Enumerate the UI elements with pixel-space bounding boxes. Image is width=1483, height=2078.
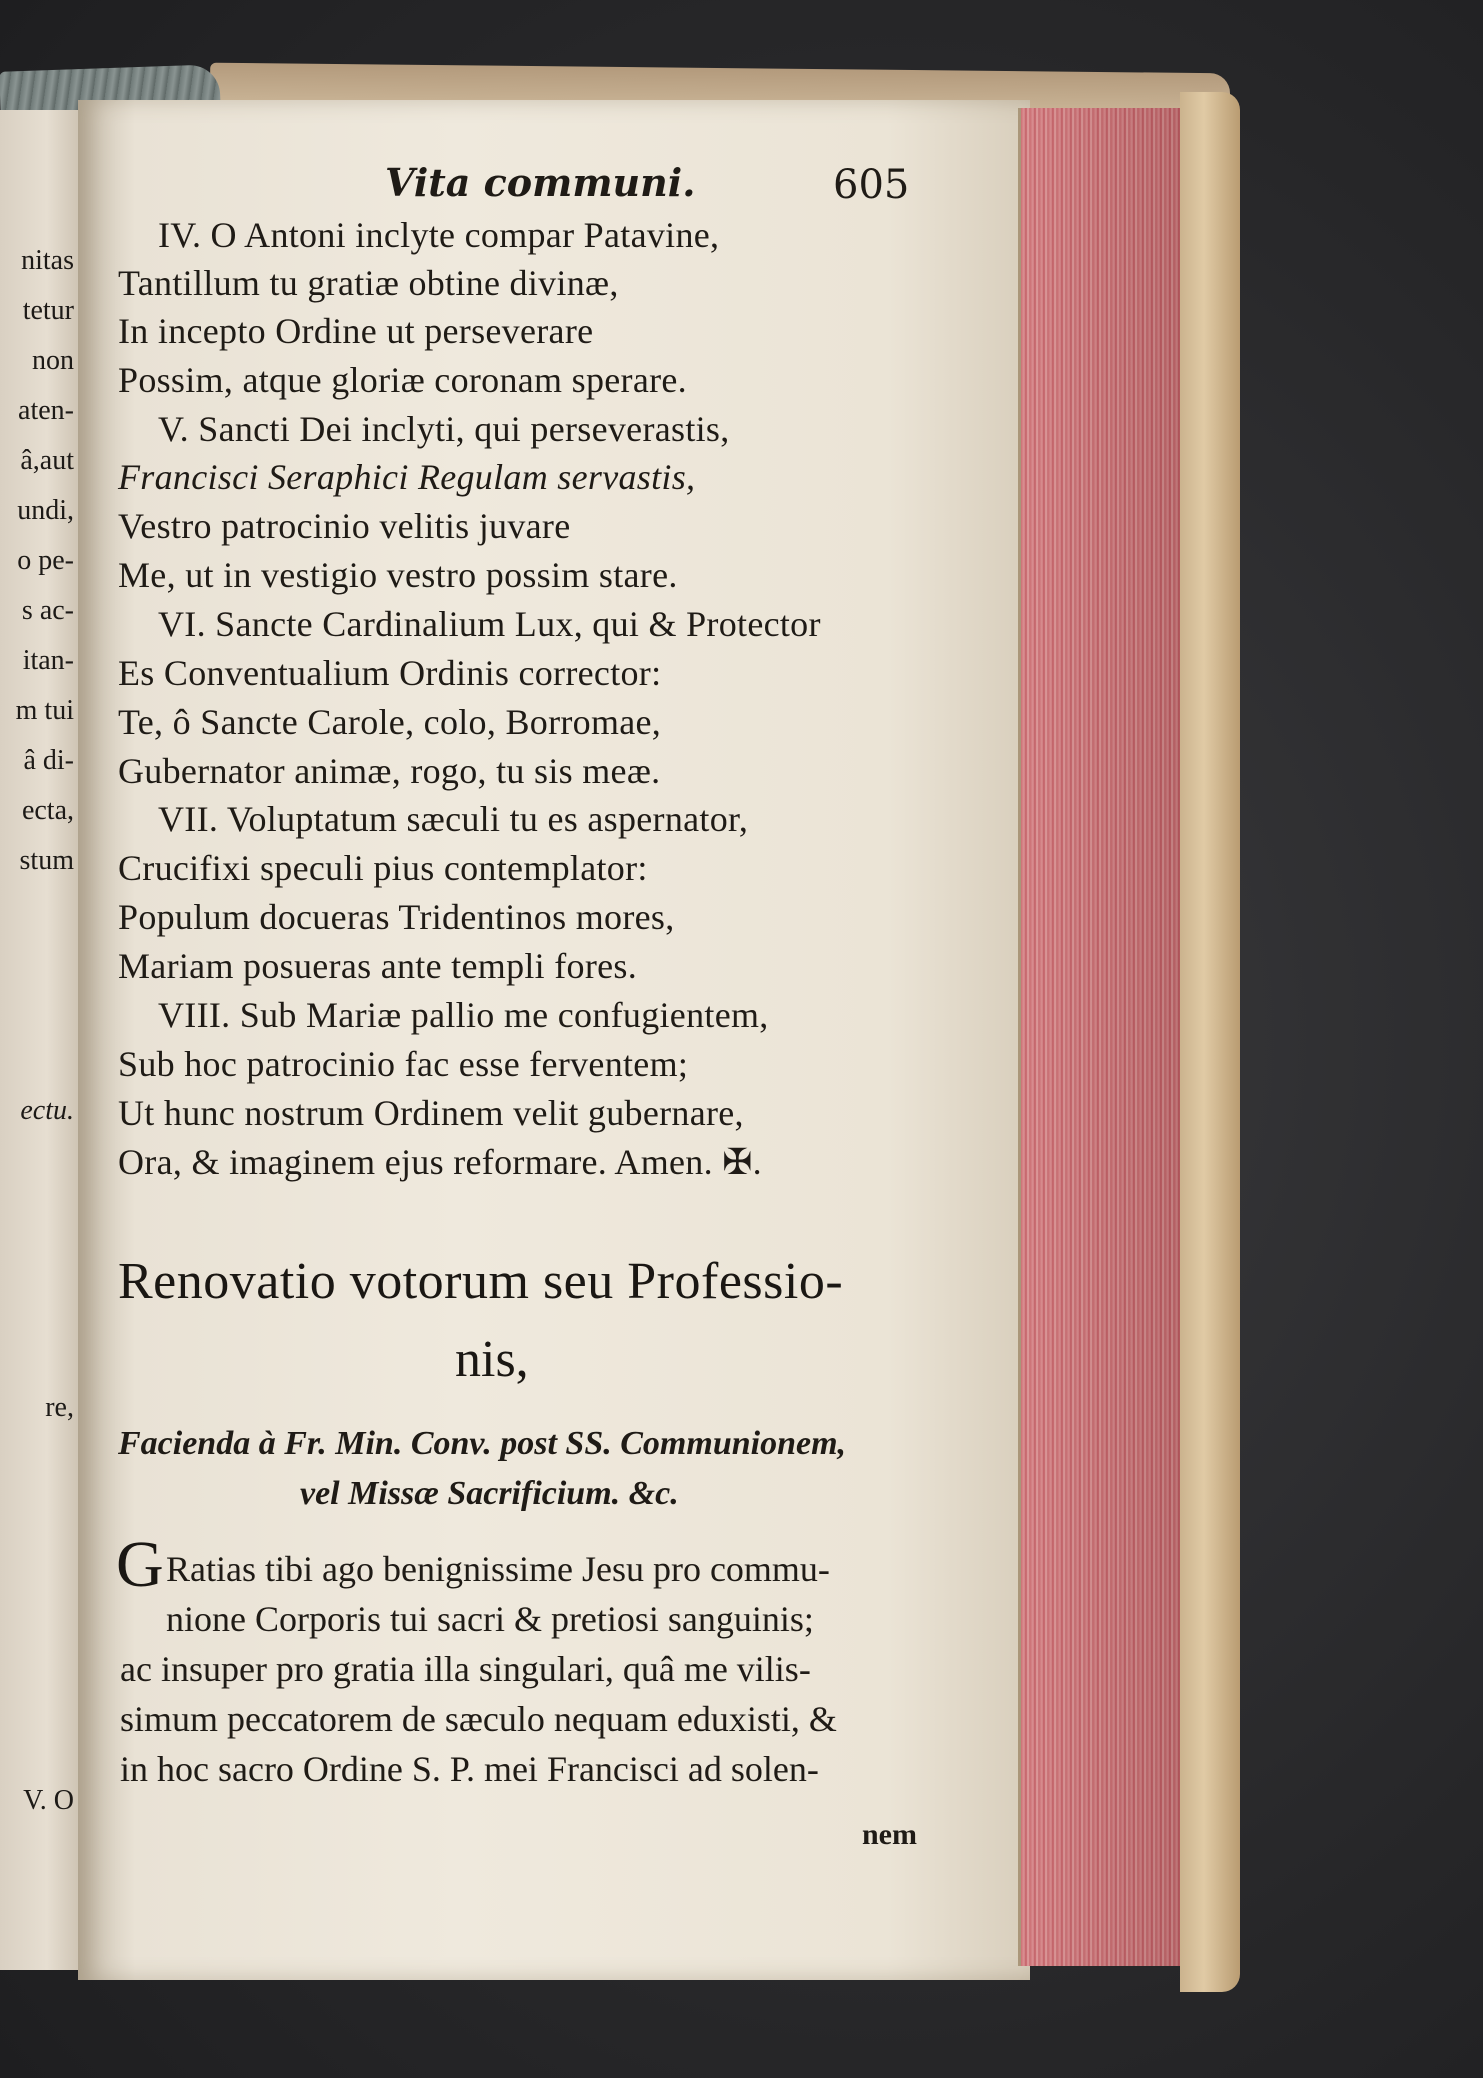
verse-line: VI. Sancte Cardinalium Lux, qui & Protector xyxy=(158,604,821,644)
left-page-fragment: s ac- xyxy=(21,595,74,626)
verse-line: Ora, & imaginem ejus reformare. Amen. ✠. xyxy=(118,1142,762,1182)
prose-line: simum peccatorem de sæculo nequam eduxisti, & xyxy=(120,1699,837,1739)
left-page-fragment: aten- xyxy=(18,395,74,426)
fore-edge-shading xyxy=(1018,108,1188,1966)
catchword: nem xyxy=(862,1818,917,1851)
verse-line: Te, ô Sancte Carole, colo, Borromae, xyxy=(118,702,662,742)
verse-line: Mariam posueras ante templi fores. xyxy=(118,946,638,986)
left-page-fragment: m tui xyxy=(15,695,74,726)
verse-line: Possim, atque gloriæ coronam sperare. xyxy=(118,360,687,400)
verse-line: Gubernator animæ, rogo, tu sis meæ. xyxy=(118,751,661,791)
initial-letter: G xyxy=(116,1528,164,1601)
verse-line: Populum docueras Tridentinos mores, xyxy=(118,897,675,937)
left-page-fragment: ectu. xyxy=(20,1095,74,1126)
running-head: Vita communi. xyxy=(385,160,696,205)
verse-line: Es Conventualium Ordinis corrector: xyxy=(118,653,662,693)
left-page-fragment: â di- xyxy=(23,745,74,776)
section-heading: Renovatio votorum seu Professio- xyxy=(118,1253,844,1310)
section-heading-continuation: nis, xyxy=(455,1331,529,1388)
cover-board xyxy=(1180,92,1240,1992)
verse-line: VIII. Sub Mariæ pallio me confugientem, xyxy=(158,995,769,1035)
verse-line: Tantillum tu gratiæ obtine divinæ, xyxy=(118,263,619,303)
verse-line: IV. O Antoni inclyte compar Patavine, xyxy=(158,215,720,255)
verse-line: V. Sancti Dei inclyti, qui perseverastis, xyxy=(158,409,730,449)
left-page-fragment: nitas xyxy=(21,245,74,276)
verse-line: Me, ut in vestigio vestro possim stare. xyxy=(118,555,678,595)
verse-line: Sub hoc patrocinio fac esse ferventem; xyxy=(118,1044,689,1084)
prose-line: nione Corporis tui sacri & pretiosi sanguinis; xyxy=(166,1599,814,1639)
left-page-fragment: itan- xyxy=(22,645,74,676)
left-page-fragment: undi, xyxy=(17,495,74,526)
verse-line: Vestro patrocinio velitis juvare xyxy=(118,506,571,546)
verse-line: VII. Voluptatum sæculi tu es aspernator, xyxy=(158,799,749,839)
left-page-fragment: ecta, xyxy=(21,795,74,826)
verse-line: Ut hunc nostrum Ordinem velit gubernare, xyxy=(118,1093,744,1133)
left-page-fragment: non xyxy=(32,345,74,376)
left-facing-page xyxy=(0,110,80,1970)
left-page-fragment: â,aut xyxy=(20,445,74,476)
prose-line: Ratias tibi ago benignissime Jesu pro commu- xyxy=(166,1549,830,1589)
verse-line: Crucifixi speculi pius contemplator: xyxy=(118,848,648,888)
left-page-fragment: tetur xyxy=(22,295,74,326)
left-page-fragment: stum xyxy=(19,845,74,876)
subheading: Facienda à Fr. Min. Conv. post SS. Communionem, xyxy=(118,1425,847,1462)
prose-line: in hoc sacro Ordine S. P. mei Francisci ad solen- xyxy=(120,1749,819,1789)
left-page-fragment: re, xyxy=(45,1392,74,1423)
left-page-fragment: V. O xyxy=(23,1785,74,1816)
left-page-fragment: o pe- xyxy=(17,545,74,576)
verse-line: Francisci Seraphici Regulam servastis, xyxy=(118,457,696,497)
subheading: vel Missæ Sacrificium. &c. xyxy=(300,1475,679,1512)
prose-line: ac insuper pro gratia illa singulari, quâ me vilis- xyxy=(120,1649,811,1689)
page-number: 605 xyxy=(833,162,910,208)
verse-line: In incepto Ordine ut perseverare xyxy=(118,311,594,351)
